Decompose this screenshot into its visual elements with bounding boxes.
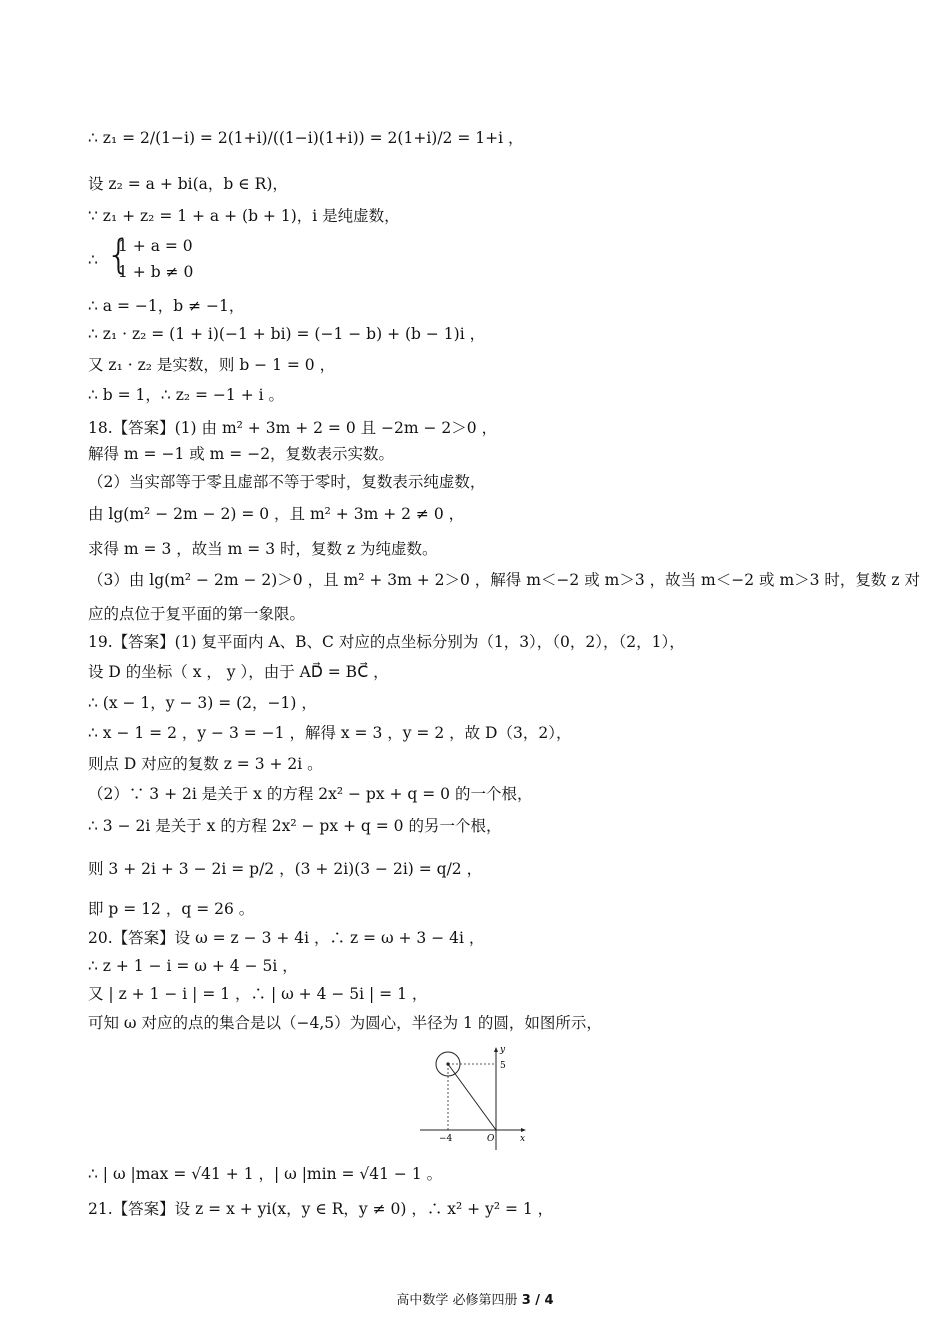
text-line: （2）当实部等于零且虚部不等于零时，复数表示纯虚数， [88, 473, 486, 491]
text-line: 则 3 + 2i + 3 − 2i = p/2 ，(3 + 2i)(3 − 2i) = q/2 ， [88, 860, 483, 878]
tick-neg4: −4 [439, 1134, 453, 1144]
text-line: ∴ z₁ · z₂ = (1 + i)(−1 + bi) = (−1 − b) + (b − 1)i ， [88, 325, 486, 343]
text-line: 又 | z + 1 − i | = 1 ，∴ | ω + 4 − 5i | = 1 ， [88, 985, 428, 1003]
y-arrow-icon [494, 1047, 498, 1052]
text-line: ∴ x − 1 = 2 ，y − 3 = −1 ，解得 x = 3 ，y = 2 ，故 D（3，2）， [88, 724, 572, 742]
text-line: 即 p = 12 ，q = 26 。 [88, 900, 255, 918]
text-line: 应的点位于复平面的第一象限。 [88, 605, 306, 623]
text-line: 又 z₁ · z₂ 是实数，则 b − 1 = 0 ， [88, 356, 336, 374]
text-line: ∴ | ω |max = √41 + 1 ，| ω |min = √41 − 1 。 [88, 1165, 443, 1183]
text-line: ∴ z + 1 − i = ω + 4 − 5i ， [88, 957, 298, 975]
text-line: 由 lg(m² − 2m − 2) = 0 ，且 m² + 3m + 2 ≠ 0 ， [88, 505, 465, 523]
text-line: 可知 ω 对应的点的集合是以（−4,5）为圆心，半径为 1 的圆，如图所示， [88, 1014, 602, 1032]
therefore-symbol: ∴ [88, 251, 98, 269]
footer-title: 高中数学 必修第四册 [396, 1293, 522, 1308]
text-line: 设 D 的坐标（ x ， y ），由于 AD⃗ = BC⃗ ， [88, 663, 389, 681]
text-line: ∴ a = −1，b ≠ −1， [88, 297, 245, 315]
system-equation: 1 + a = 0 [118, 237, 193, 255]
origin-label: O [487, 1134, 495, 1144]
text-line: ∵ z₁ + z₂ = 1 + a + (b + 1)，i 是纯虚数， [88, 207, 400, 225]
x-label: x [520, 1134, 526, 1144]
segment-to-origin [448, 1064, 496, 1130]
text-line: ∴ b = 1，∴ z₂ = −1 + i 。 [88, 386, 284, 404]
text-line: ∴ 3 − 2i 是关于 x 的方程 2x² − px + q = 0 的另一个根， [88, 817, 502, 835]
system-brace: { [106, 232, 132, 278]
x-arrow-icon [521, 1128, 526, 1132]
text-line: 设 z₂ = a + bi(a，b ∈ R)， [88, 175, 288, 193]
text-line: ∴ (x − 1，y − 3) = (2，−1) ， [88, 694, 317, 712]
text-line: 求得 m = 3 ，故当 m = 3 时，复数 z 为纯虚数。 [88, 540, 438, 558]
text-line: 则点 D 对应的复数 z = 3 + 2i 。 [88, 755, 323, 773]
text-line: （2）∵ 3 + 2i 是关于 x 的方程 2x² − px + q = 0 的一个根， [88, 785, 533, 803]
page-footer [0, 1289, 950, 1308]
text-line: 21.【答案】设 z = x + yi(x，y ∈ R，y ≠ 0) ，∴ x² + y² = 1 ， [88, 1200, 554, 1218]
tick-5: 5 [500, 1061, 506, 1071]
text-line: 18.【答案】(1) 由 m² + 3m + 2 = 0 且 −2m − 2＞0 ， [88, 419, 498, 437]
text-line: 19.【答案】(1) 复平面内 A、B、C 对应的点坐标分别为（1，3），（0，2），（2，1）， [88, 633, 685, 651]
text-line: （3）由 lg(m² − 2m − 2)＞0 ，且 m² + 3m + 2＞0 ，解得 m＜−2 或 m＞3 ，故当 m＜−2 或 m＞3 时，复数 z 对 [88, 571, 920, 589]
text-line: 解得 m = −1 或 m = −2，复数表示实数。 [88, 445, 395, 463]
text-line: ∴ z₁ = 2/(1−i) = 2(1+i)/((1−i)(1+i)) = 2(1+i)/2 = 1+i ， [88, 129, 524, 147]
text-line: 20.【答案】设 ω = z − 3 + 4i ，∴ z = ω + 3 − 4i ， [88, 929, 485, 947]
y-label: y [500, 1045, 506, 1055]
system-equation: 1 + b ≠ 0 [118, 263, 194, 281]
circle-diagram [420, 1044, 530, 1154]
page-number: 3 / 4 [521, 1293, 554, 1308]
